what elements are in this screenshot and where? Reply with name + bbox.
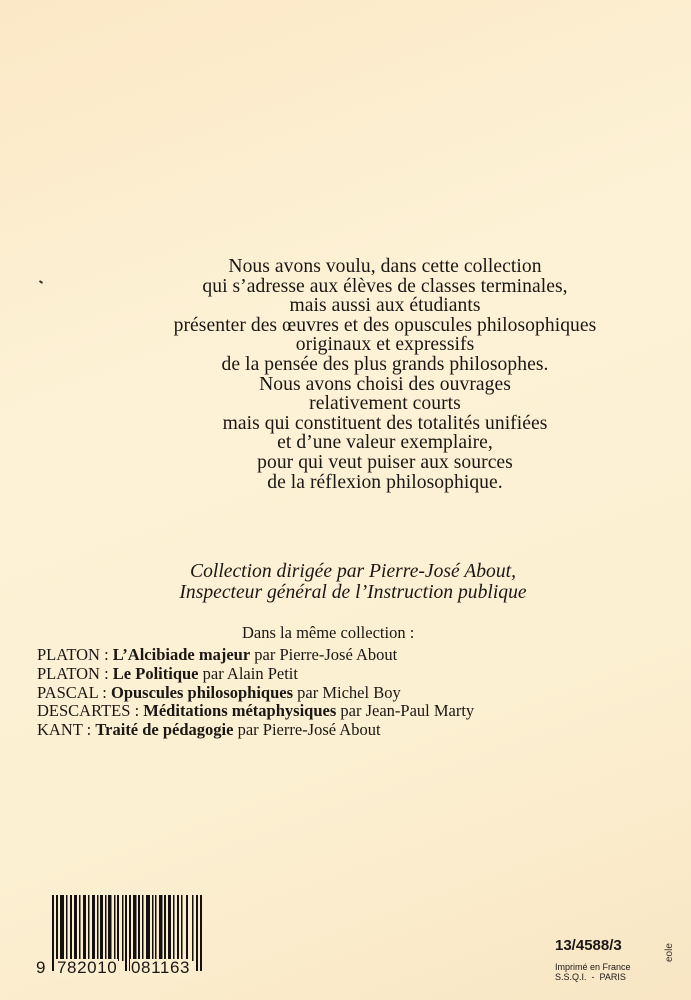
- barcode-group-2: 081163: [131, 958, 191, 977]
- print-info: [555, 937, 631, 982]
- credit-line-2: Inspecteur général de l’Instruction publique: [179, 582, 527, 603]
- list-item: [37, 684, 474, 703]
- work-editor: par Alain Petit: [198, 663, 298, 683]
- work-title: L’Alcibiade majeur: [112, 645, 251, 664]
- publisher-mark: eole: [664, 943, 675, 962]
- credit-line-1: Collection dirigée par Pierre-José About,: [190, 561, 516, 582]
- author: PLATON :: [37, 645, 113, 664]
- work-editor: par Jean-Paul Marty: [336, 701, 475, 721]
- isbn-barcode: [36, 893, 216, 985]
- list-item: [37, 721, 474, 740]
- work-title: Opuscules philosophiques: [110, 682, 294, 702]
- imprint: [555, 963, 631, 982]
- blurb-line: Nous avons voulu, dans cette collection: [228, 256, 542, 277]
- blurb-line: de la pensée des plus grands philosophes.: [221, 353, 549, 375]
- list-item: [37, 702, 474, 721]
- work-editor: par Michel Boy: [293, 682, 401, 702]
- blurb-line: mais qui constituent des totalités unifiées: [222, 412, 548, 434]
- blurb-line: et d’une valeur exemplaire,: [277, 432, 493, 454]
- author: PLATON :: [37, 663, 113, 683]
- catalog-code: 13/4588/3: [555, 937, 622, 954]
- author: PASCAL :: [37, 682, 111, 702]
- blurb-line: pour qui veut puiser aux sources: [257, 451, 513, 473]
- blurb-line: qui s’adresse aux élèves de classes terminales,: [202, 275, 568, 297]
- blurb-line: de la réflexion philosophique.: [267, 471, 503, 493]
- barcode-lead-digit: 9: [36, 958, 47, 977]
- imprint-line-2: S.S.Q.I. - PARIS: [555, 971, 626, 982]
- blurb-line: mais aussi aux étudiants: [289, 295, 481, 317]
- barcode-group-1: 782010: [57, 958, 118, 977]
- blurb-line: présenter des œuvres et des opuscules philosophiques: [173, 314, 597, 336]
- blurb-line: originaux et expressifs: [295, 334, 475, 356]
- same-collection-heading: Dans la même collection :: [242, 623, 415, 642]
- collection-blurb: [0, 257, 691, 492]
- list-item: [37, 646, 474, 665]
- collection-editor-credit: [0, 561, 691, 603]
- author: KANT :: [37, 720, 96, 740]
- same-collection-list: [37, 646, 474, 740]
- work-title: Le Politique: [112, 663, 199, 683]
- blurb-line: relativement courts: [309, 393, 461, 415]
- work-title: Méditations métaphysiques: [143, 701, 337, 721]
- imprint-line-1: Imprimé en France: [555, 962, 631, 972]
- work-editor: par Pierre-José About: [233, 720, 381, 740]
- author: DESCARTES :: [37, 701, 144, 721]
- work-editor: par Pierre-José About: [250, 645, 398, 664]
- blurb-line: Nous avons choisi des ouvrages: [259, 373, 511, 395]
- list-item: [37, 665, 474, 684]
- work-title: Traité de pédagogie: [95, 720, 234, 740]
